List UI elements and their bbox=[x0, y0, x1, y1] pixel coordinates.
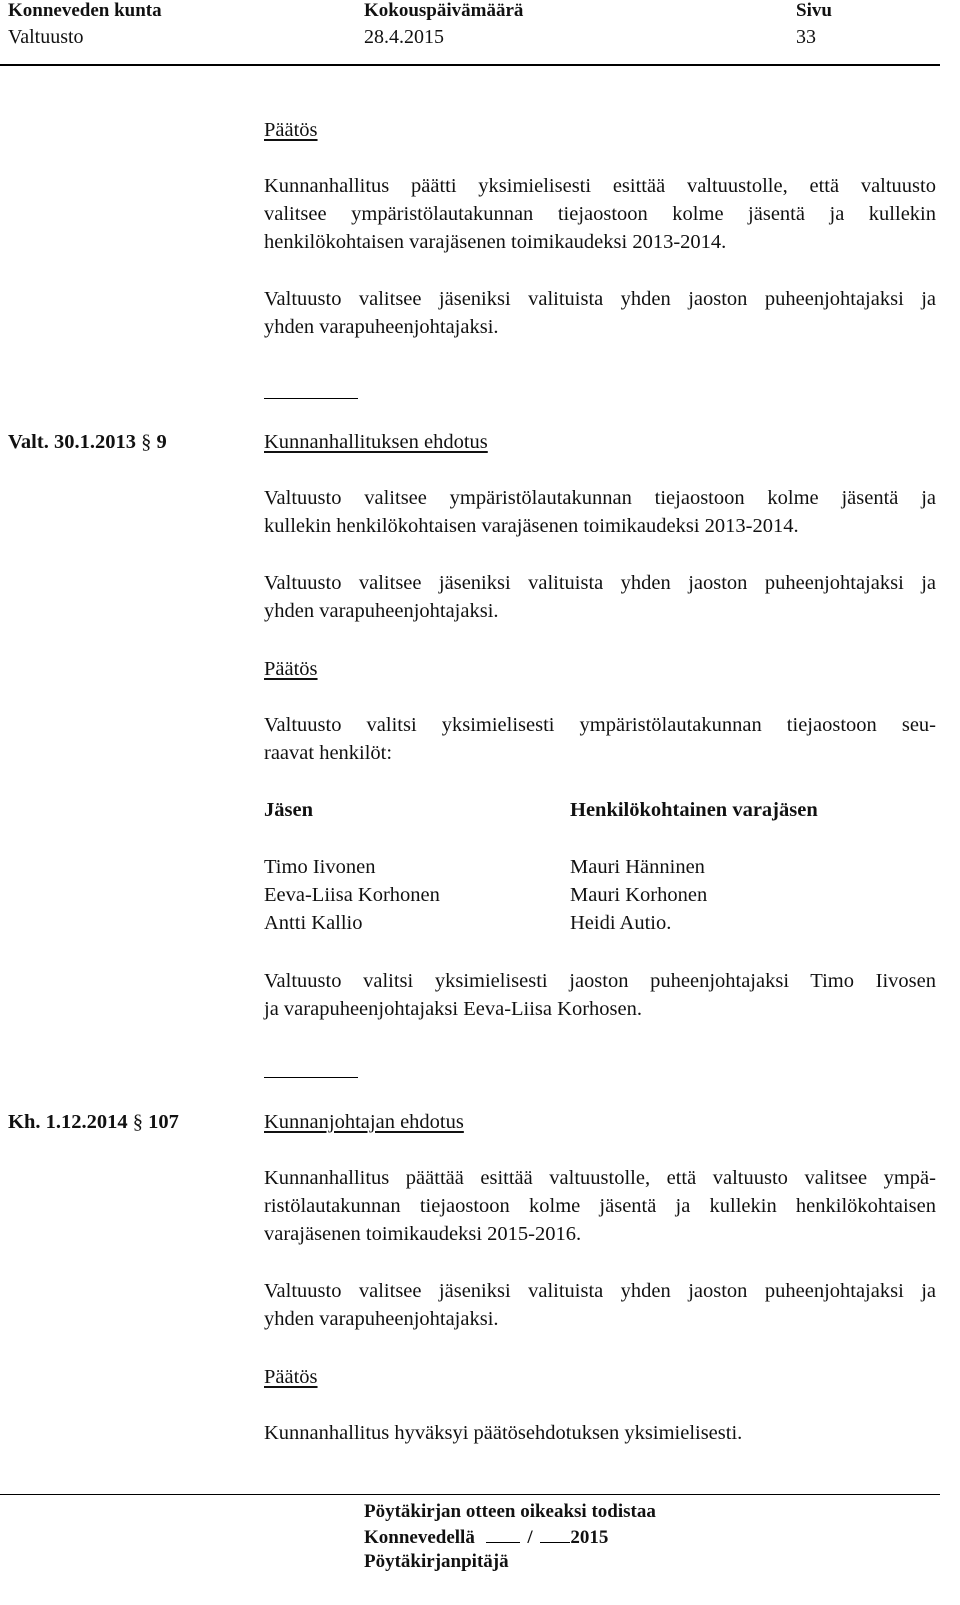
decision-heading: Päätös bbox=[264, 658, 318, 680]
col-header-member: Jäsen bbox=[264, 799, 313, 821]
decision-para-line: Valtuusto valitsee jäseniksi valituista yhden jaoston puheenjohtajaksi ja bbox=[264, 288, 936, 310]
table-cell-member: Antti Kallio bbox=[264, 912, 363, 934]
table-cell-deputy: Mauri Hänninen bbox=[570, 856, 705, 878]
table-cell-member: Eeva-Liisa Korhonen bbox=[264, 884, 440, 906]
section-ref-date: Kh. 1.12.2014 bbox=[8, 1111, 128, 1133]
table-cell-deputy: Heidi Autio. bbox=[570, 912, 672, 934]
proposal-para-line: yhden varapuheenjohtajaksi. bbox=[264, 1308, 499, 1330]
proposal-para-line: varajäsenen toimikaudeksi 2015-2016. bbox=[264, 1223, 582, 1245]
closing-para-line: Valtuusto valitsi yksimielisesti jaoston puheenjohtajaksi Timo Iivosen bbox=[264, 970, 936, 992]
proposal-heading: Kunnanjohtajan ehdotus bbox=[264, 1111, 464, 1133]
section-ref-date: Valt. 30.1.2013 bbox=[8, 431, 136, 453]
col-header-deputy: Henkilökohtainen varajäsen bbox=[570, 799, 818, 821]
certification-year: 2015 bbox=[570, 1527, 609, 1548]
date-slash: / bbox=[527, 1527, 533, 1548]
proposal-para-line: Valtuusto valitsee jäseniksi valituista yhden jaoston puheenjohtajaksi ja bbox=[264, 1280, 936, 1302]
closing-para-line: ja varapuheenjohtajaksi Eeva-Liisa Korhosen. bbox=[264, 998, 642, 1020]
decision-para: Kunnanhallitus hyväksyi päätösehdotuksen yksimielisesti. bbox=[264, 1422, 743, 1444]
header-rule bbox=[0, 64, 940, 66]
section-sign: § bbox=[132, 1111, 143, 1133]
certification-text: Pöytäkirjan otteen oikeaksi todistaa bbox=[364, 1501, 656, 1522]
decision-para-line: yhden varapuheenjohtajaksi. bbox=[264, 316, 499, 338]
proposal-heading: Kunnanhallituksen ehdotus bbox=[264, 431, 488, 453]
section-number: 9 bbox=[156, 431, 167, 453]
page-number: 33 bbox=[796, 26, 816, 48]
decision-para-line: Kunnanhallitus päätti yksimielisesti esittää valtuustolle, että valtuusto bbox=[264, 175, 936, 197]
decision-para-line: raavat henkilöt: bbox=[264, 742, 393, 764]
date-label: Kokouspäivämäärä bbox=[364, 0, 524, 21]
certification-place: Konnevedellä bbox=[364, 1527, 475, 1548]
section-ref bbox=[8, 1108, 179, 1137]
proposal-para-line: kullekin henkilökohtaisen varajäsenen toimikaudeksi 2013-2014. bbox=[264, 515, 799, 537]
decision-para-line: valitsee ympäristölautakunnan tiejaostoon kolme jäsentä ja kullekin bbox=[264, 203, 936, 225]
certification-place-date bbox=[364, 1525, 608, 1550]
month-blank bbox=[540, 1525, 570, 1543]
decision-para-line: henkilökohtaisen varajäsenen toimikaudeksi 2013-2014. bbox=[264, 231, 727, 253]
date-value: 28.4.2015 bbox=[364, 26, 444, 48]
org-label: Konneveden kunta bbox=[8, 0, 162, 21]
decision-heading: Päätös bbox=[264, 1366, 318, 1388]
table-cell-deputy: Mauri Korhonen bbox=[570, 884, 708, 906]
proposal-para-line: ristölautakunnan tiejaostoon kolme jäsentä ja kullekin henkilökohtaisen bbox=[264, 1195, 936, 1217]
separator-dash bbox=[264, 1077, 358, 1078]
section-sign: § bbox=[141, 431, 152, 453]
section-number: 107 bbox=[148, 1111, 179, 1133]
proposal-para-line: Valtuusto valitsee jäseniksi valituista yhden jaoston puheenjohtajaksi ja bbox=[264, 572, 936, 594]
footer-rule bbox=[0, 1494, 940, 1495]
org-value: Valtuusto bbox=[8, 26, 84, 48]
decision-heading: Päätös bbox=[264, 119, 318, 141]
table-cell-member: Timo Iivonen bbox=[264, 856, 376, 878]
decision-para-line: Valtuusto valitsi yksimielisesti ympäristölautakunnan tiejaostoon seu- bbox=[264, 714, 936, 736]
secretary-title: Pöytäkirjanpitäjä bbox=[364, 1551, 509, 1572]
proposal-para-line: Valtuusto valitsee ympäristölautakunnan tiejaostoon kolme jäsentä ja bbox=[264, 487, 936, 509]
proposal-para-line: Kunnanhallitus päättää esittää valtuustolle, että valtuusto valitsee ympä- bbox=[264, 1167, 936, 1189]
section-ref bbox=[8, 428, 167, 457]
separator-dash bbox=[264, 398, 358, 399]
proposal-para-line: yhden varapuheenjohtajaksi. bbox=[264, 600, 499, 622]
page-label: Sivu bbox=[796, 0, 832, 21]
day-blank bbox=[486, 1525, 520, 1543]
